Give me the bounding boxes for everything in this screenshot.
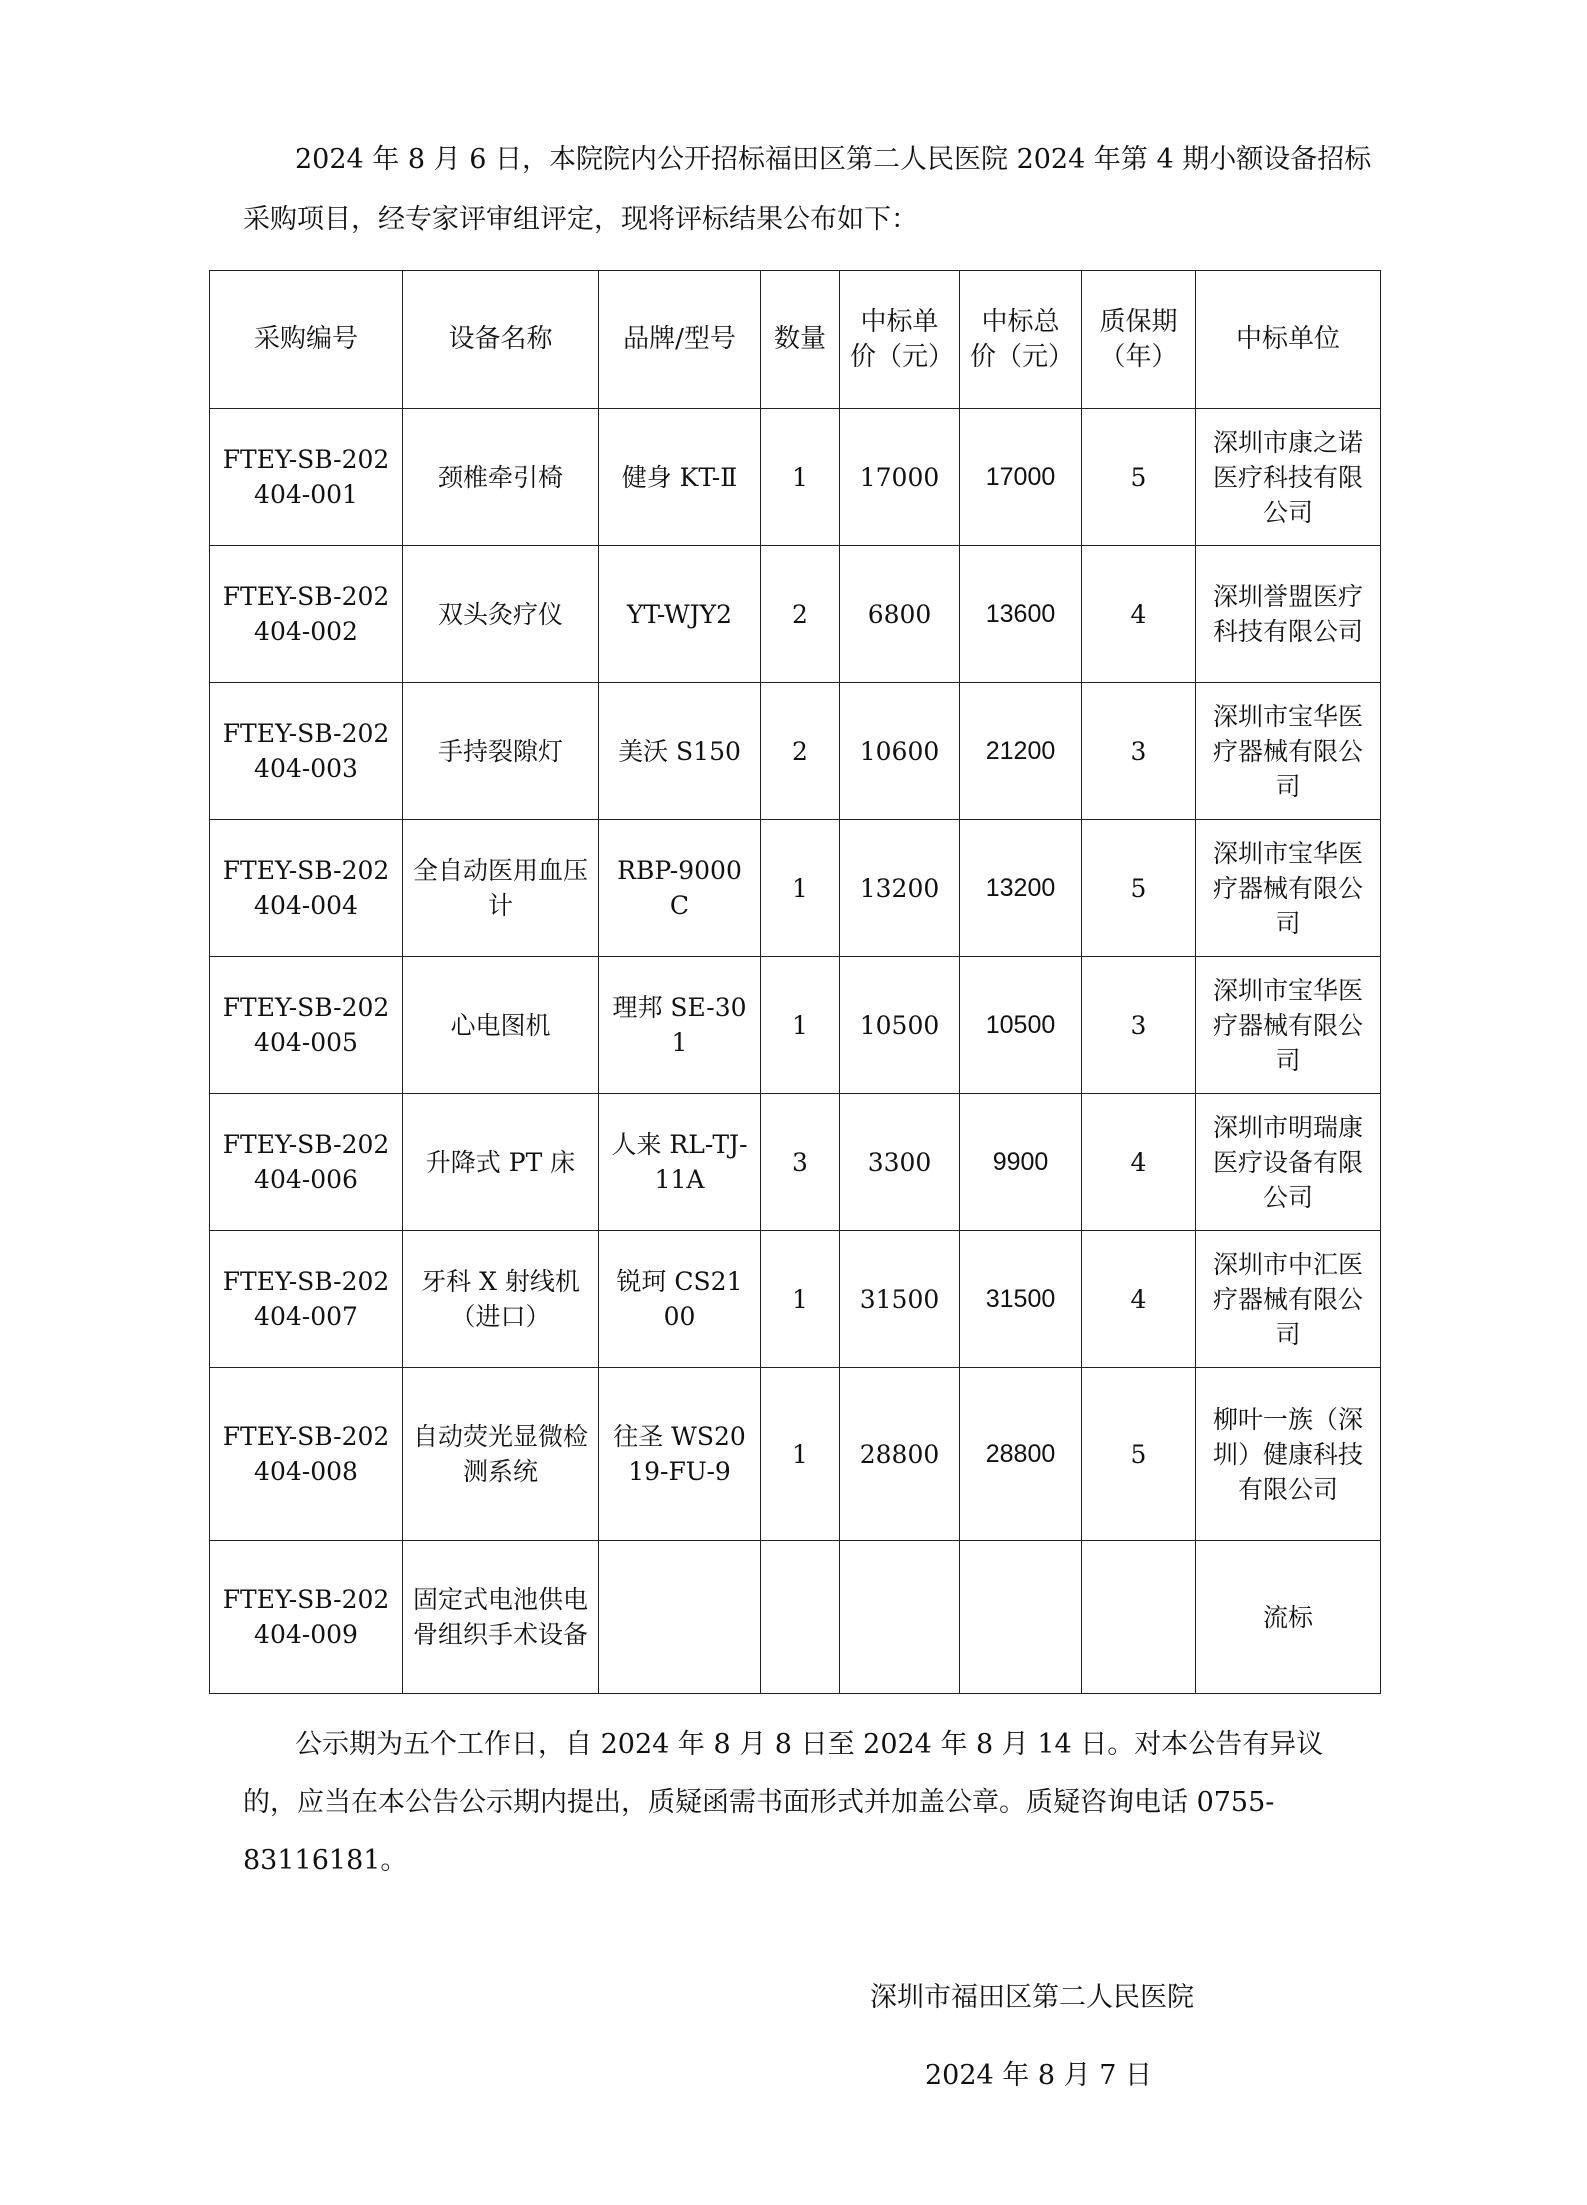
cell-name: 心电图机 xyxy=(403,957,599,1094)
header-unit-price: 中标单价（元） xyxy=(840,271,960,409)
cell-winner: 柳叶一族（深圳）健康科技有限公司 xyxy=(1196,1368,1381,1541)
cell-name: 升降式 PT 床 xyxy=(403,1094,599,1231)
cell-model: 锐珂 CS2100 xyxy=(599,1231,761,1368)
cell-unit-price: 10600 xyxy=(840,683,960,820)
cell-total-price: 13600 xyxy=(960,546,1082,683)
cell-warranty: 4 xyxy=(1082,1094,1196,1231)
cell-unit-price: 17000 xyxy=(840,409,960,546)
cell-name: 颈椎牵引椅 xyxy=(403,409,599,546)
table-row xyxy=(210,683,1381,820)
cell-total-price: 13200 xyxy=(960,820,1082,957)
cell-name: 牙科 X 射线机（进口） xyxy=(403,1231,599,1368)
cell-name: 双头灸疗仪 xyxy=(403,546,599,683)
cell-warranty: 5 xyxy=(1082,1368,1196,1541)
cell-code: FTEY-SB-202404-009 xyxy=(210,1541,403,1694)
cell-code: FTEY-SB-202404-006 xyxy=(210,1094,403,1231)
cell-unit-price: 6800 xyxy=(840,546,960,683)
table-row xyxy=(210,546,1381,683)
cell-winner: 深圳市明瑞康医疗设备有限公司 xyxy=(1196,1094,1381,1231)
cell-name: 自动荧光显微检测系统 xyxy=(403,1368,599,1541)
cell-name: 全自动医用血压计 xyxy=(403,820,599,957)
cell-qty: 1 xyxy=(761,1231,840,1368)
cell-total-price: 21200 xyxy=(960,683,1082,820)
cell-winner: 深圳市宝华医疗器械有限公司 xyxy=(1196,820,1381,957)
header-warranty: 质保期（年） xyxy=(1082,271,1196,409)
signature-date: 2024 年 8 月 7 日 xyxy=(925,2060,1152,2091)
cell-qty: 1 xyxy=(761,957,840,1094)
cell-warranty: 5 xyxy=(1082,409,1196,546)
cell-code: FTEY-SB-202404-004 xyxy=(210,820,403,957)
header-model: 品牌/型号 xyxy=(599,271,761,409)
notice-paragraph: 公示期为五个工作日，自 2024 年 8 月 8 日至 2024 年 8 月 14 日。对本公告有异议的，应当在本公告公示期内提出，质疑函需书面形式并加盖公章。质疑咨询电话 0755-83116181。 xyxy=(243,1729,1324,1876)
cell-model: 美沃 S150 xyxy=(599,683,761,820)
cell-qty: 1 xyxy=(761,820,840,957)
cell-unit-price: 3300 xyxy=(840,1094,960,1231)
cell-unit-price: 13200 xyxy=(840,820,960,957)
table-header xyxy=(210,271,1381,409)
cell-warranty: 5 xyxy=(1082,820,1196,957)
cell-qty: 2 xyxy=(761,683,840,820)
cell-model: 人来 RL-TJ-11A xyxy=(599,1094,761,1231)
cell-qty: 1 xyxy=(761,409,840,546)
cell-model xyxy=(599,1541,761,1694)
header-code: 采购编号 xyxy=(210,271,403,409)
cell-total-price: 28800 xyxy=(960,1368,1082,1541)
cell-name: 手持裂隙灯 xyxy=(403,683,599,820)
cell-warranty: 3 xyxy=(1082,683,1196,820)
cell-unit-price: 10500 xyxy=(840,957,960,1094)
signature-org: 深圳市福田区第二人民医院 xyxy=(870,1982,1194,2013)
cell-model: 往圣 WS2019-FU-9 xyxy=(599,1368,761,1541)
cell-total-price: 10500 xyxy=(960,957,1082,1094)
cell-qty: 3 xyxy=(761,1094,840,1231)
cell-winner: 深圳市宝华医疗器械有限公司 xyxy=(1196,683,1381,820)
cell-winner: 深圳市中汇医疗器械有限公司 xyxy=(1196,1231,1381,1368)
cell-code: FTEY-SB-202404-008 xyxy=(210,1368,403,1541)
cell-code: FTEY-SB-202404-001 xyxy=(210,409,403,546)
cell-model: 理邦 SE-301 xyxy=(599,957,761,1094)
header-winner: 中标单位 xyxy=(1196,271,1381,409)
cell-model: RBP-9000C xyxy=(599,820,761,957)
cell-code: FTEY-SB-202404-005 xyxy=(210,957,403,1094)
cell-model: 健身 KT-Ⅱ xyxy=(599,409,761,546)
table-row xyxy=(210,1368,1381,1541)
cell-warranty xyxy=(1082,1541,1196,1694)
table-row xyxy=(210,1231,1381,1368)
cell-code: FTEY-SB-202404-007 xyxy=(210,1231,403,1368)
cell-total-price xyxy=(960,1541,1082,1694)
table-row xyxy=(210,957,1381,1094)
cell-warranty: 4 xyxy=(1082,1231,1196,1368)
header-total-price: 中标总价（元） xyxy=(960,271,1082,409)
intro-paragraph: 2024 年 8 月 6 日，本院院内公开招标福田区第二人民医院 2024 年第 4 期小额设备招标采购项目，经专家评审组评定，现将评标结果公布如下： xyxy=(243,144,1372,235)
cell-qty: 1 xyxy=(761,1368,840,1541)
cell-qty: 2 xyxy=(761,546,840,683)
table-row xyxy=(210,409,1381,546)
cell-unit-price xyxy=(840,1541,960,1694)
cell-winner: 流标 xyxy=(1196,1541,1381,1694)
cell-warranty: 4 xyxy=(1082,546,1196,683)
cell-total-price: 31500 xyxy=(960,1231,1082,1368)
cell-qty xyxy=(761,1541,840,1694)
table-row xyxy=(210,820,1381,957)
cell-unit-price: 31500 xyxy=(840,1231,960,1368)
cell-winner: 深圳誉盟医疗科技有限公司 xyxy=(1196,546,1381,683)
table-row xyxy=(210,1094,1381,1231)
header-qty: 数量 xyxy=(761,271,840,409)
cell-name: 固定式电池供电骨组织手术设备 xyxy=(403,1541,599,1694)
cell-total-price: 9900 xyxy=(960,1094,1082,1231)
bid-results-table xyxy=(209,270,1381,1694)
header-name: 设备名称 xyxy=(403,271,599,409)
cell-total-price: 17000 xyxy=(960,409,1082,546)
cell-winner: 深圳市康之诺医疗科技有限公司 xyxy=(1196,409,1381,546)
table-row xyxy=(210,1541,1381,1694)
cell-code: FTEY-SB-202404-002 xyxy=(210,546,403,683)
cell-code: FTEY-SB-202404-003 xyxy=(210,683,403,820)
cell-warranty: 3 xyxy=(1082,957,1196,1094)
cell-unit-price: 28800 xyxy=(840,1368,960,1541)
cell-winner: 深圳市宝华医疗器械有限公司 xyxy=(1196,957,1381,1094)
cell-model: YT-WJY2 xyxy=(599,546,761,683)
